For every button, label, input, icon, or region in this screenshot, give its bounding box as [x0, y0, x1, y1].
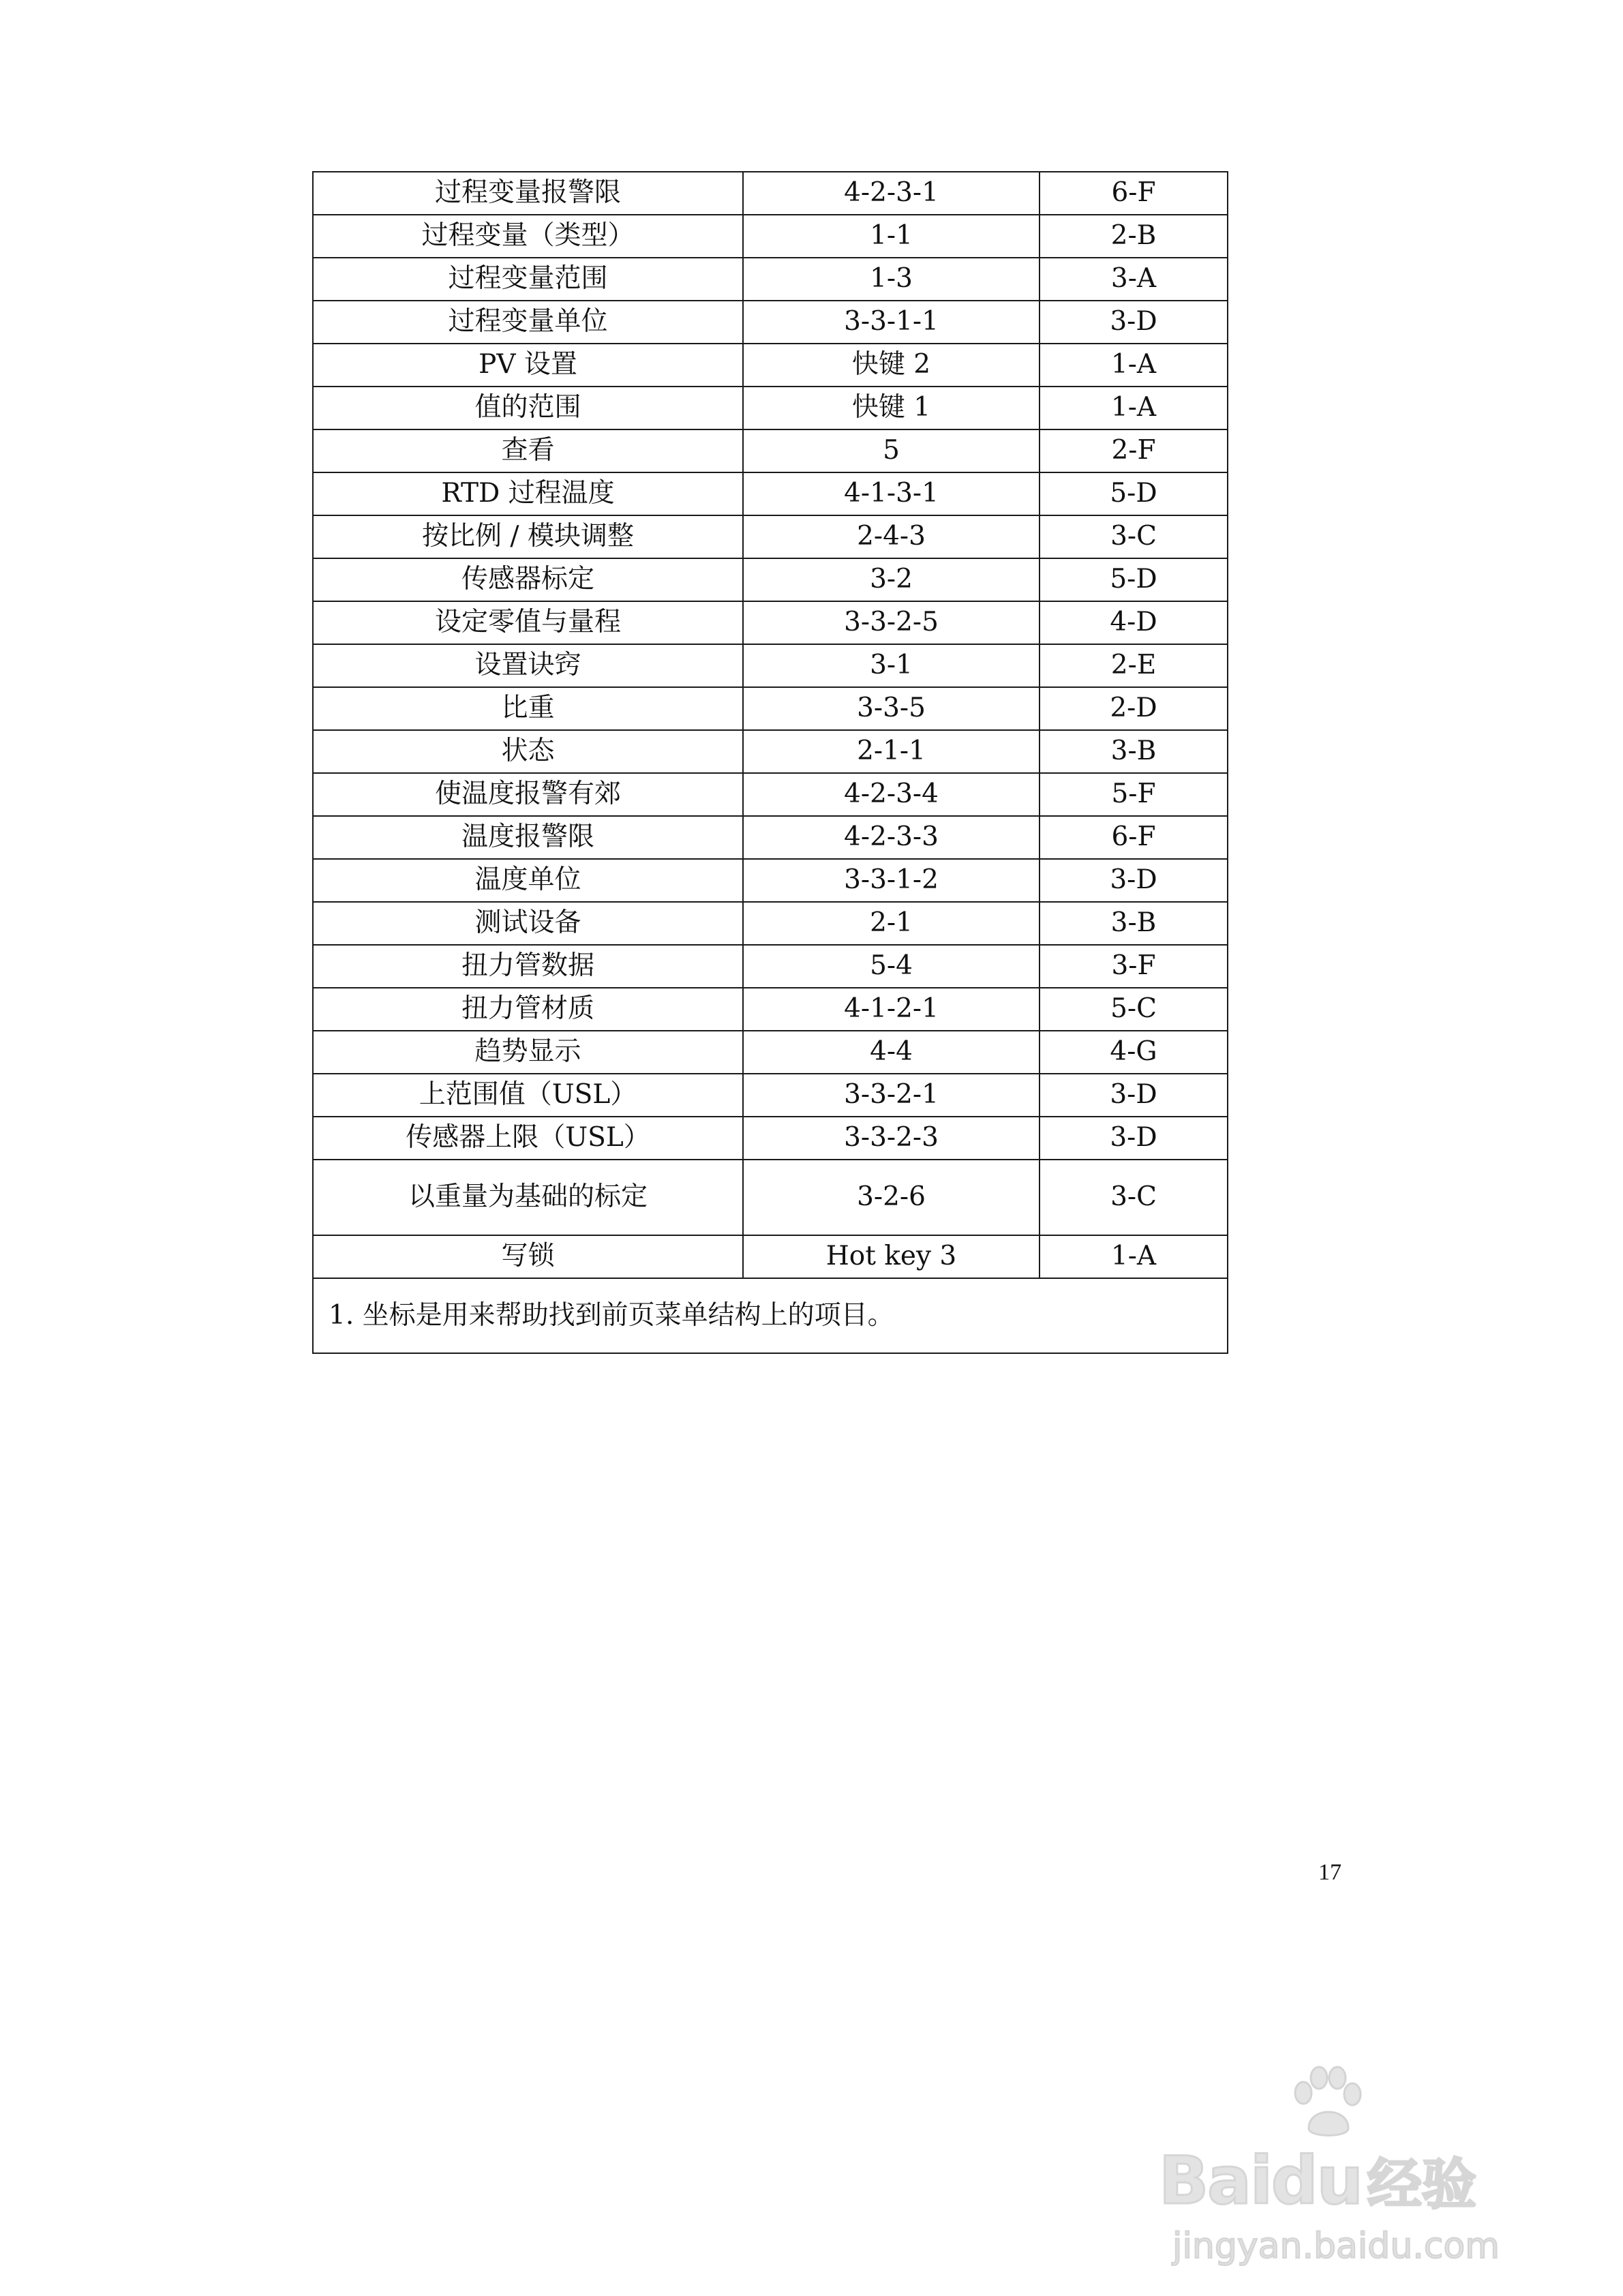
coordinate-cell: 1-A — [1040, 1235, 1228, 1278]
function-cell: 值的范围 — [313, 387, 743, 429]
table-row — [313, 945, 1228, 988]
sequence-cell: 快键 2 — [743, 344, 1040, 387]
function-cell: 按比例 / 模块调整 — [313, 515, 743, 558]
table-row — [313, 215, 1228, 258]
coordinate-cell: 3-C — [1040, 1160, 1228, 1235]
function-cell: 趋势显示 — [313, 1031, 743, 1074]
function-cell: 使温度报警有郊 — [313, 773, 743, 816]
sequence-cell: 3-2 — [743, 558, 1040, 601]
table-row — [313, 1074, 1228, 1117]
table-row — [313, 515, 1228, 558]
function-cell: 传感器标定 — [313, 558, 743, 601]
function-cell: PV 设置 — [313, 344, 743, 387]
table-row — [313, 472, 1228, 515]
coordinate-cell: 3-D — [1040, 1117, 1228, 1160]
coordinate-cell: 3-B — [1040, 902, 1228, 945]
fast-key-sequence-table — [312, 171, 1228, 1354]
baidu-jingyan-watermark — [1159, 2066, 1541, 2270]
sequence-cell: 4-1-3-1 — [743, 472, 1040, 515]
table-row — [313, 558, 1228, 601]
function-cell: 以重量为基础的标定 — [313, 1160, 743, 1235]
table-row — [313, 773, 1228, 816]
sequence-cell: 5 — [743, 429, 1040, 472]
table-row — [313, 1117, 1228, 1160]
sequence-cell: 1-3 — [743, 258, 1040, 301]
table-row — [313, 258, 1228, 301]
table-row — [313, 1235, 1228, 1278]
coordinate-cell: 4-G — [1040, 1031, 1228, 1074]
function-cell: 查看 — [313, 429, 743, 472]
table-row — [313, 1160, 1228, 1235]
table-row — [313, 730, 1228, 773]
paw-logo-icon — [1288, 2066, 1363, 2141]
coordinate-cell: 3-B — [1040, 730, 1228, 773]
coordinate-cell: 3-F — [1040, 945, 1228, 988]
watermark-url: jingyan.baidu.com — [1172, 2226, 1500, 2267]
table-row — [313, 387, 1228, 429]
sequence-cell: 2-4-3 — [743, 515, 1040, 558]
function-cell: 写锁 — [313, 1235, 743, 1278]
coordinate-cell: 2-B — [1040, 215, 1228, 258]
watermark-brand-suffix: du — [1271, 2143, 1362, 2219]
sequence-cell: 快键 1 — [743, 387, 1040, 429]
coordinate-cell: 3-A — [1040, 258, 1228, 301]
sequence-cell: 3-3-1-1 — [743, 301, 1040, 344]
sequence-cell: 3-3-5 — [743, 687, 1040, 730]
function-cell: 温度单位 — [313, 859, 743, 902]
function-cell: 上范围值（USL） — [313, 1074, 743, 1117]
function-cell: 传感器上限（USL） — [313, 1117, 743, 1160]
function-cell: 过程变量报警限 — [313, 172, 743, 215]
coordinate-cell: 3-D — [1040, 1074, 1228, 1117]
watermark-brand-text: Bai — [1159, 2143, 1271, 2219]
function-cell: 过程变量范围 — [313, 258, 743, 301]
coordinate-cell: 1-A — [1040, 387, 1228, 429]
table-footnote: 1. 坐标是用来帮助找到前页菜单结构上的项目。 — [313, 1278, 1228, 1353]
coordinate-cell: 5-F — [1040, 773, 1228, 816]
table-row — [313, 429, 1228, 472]
table-row — [313, 816, 1228, 859]
sequence-cell: 4-1-2-1 — [743, 988, 1040, 1031]
coordinate-cell: 5-D — [1040, 472, 1228, 515]
watermark-brand-cn: 经验 — [1367, 2153, 1476, 2216]
sequence-cell: 3-3-2-5 — [743, 601, 1040, 644]
sequence-cell: 1-1 — [743, 215, 1040, 258]
page-number: 17 — [1318, 1860, 1341, 1885]
coordinate-cell: 6-F — [1040, 816, 1228, 859]
sequence-cell: 2-1-1 — [743, 730, 1040, 773]
sequence-cell: 3-1 — [743, 644, 1040, 687]
coordinate-cell: 5-C — [1040, 988, 1228, 1031]
table-row — [313, 687, 1228, 730]
sequence-cell: 4-4 — [743, 1031, 1040, 1074]
table-row — [313, 988, 1228, 1031]
function-cell: 过程变量单位 — [313, 301, 743, 344]
coordinate-cell: 4-D — [1040, 601, 1228, 644]
sequence-cell: 4-2-3-4 — [743, 773, 1040, 816]
sequence-cell: 4-2-3-1 — [743, 172, 1040, 215]
coordinate-cell: 3-D — [1040, 301, 1228, 344]
function-cell: 设置诀窍 — [313, 644, 743, 687]
sequence-cell: 3-3-2-3 — [743, 1117, 1040, 1160]
function-cell: 过程变量（类型） — [313, 215, 743, 258]
coordinate-cell: 3-D — [1040, 859, 1228, 902]
coordinate-cell: 3-C — [1040, 515, 1228, 558]
footnote-row — [313, 1278, 1228, 1353]
function-cell: 状态 — [313, 730, 743, 773]
function-cell: 温度报警限 — [313, 816, 743, 859]
sequence-cell: 3-2-6 — [743, 1160, 1040, 1235]
function-cell: 扭力管材质 — [313, 988, 743, 1031]
table-row — [313, 172, 1228, 215]
table-row — [313, 1031, 1228, 1074]
sequence-cell: 3-3-1-2 — [743, 859, 1040, 902]
table-row — [313, 859, 1228, 902]
sequence-cell: 4-2-3-3 — [743, 816, 1040, 859]
sequence-cell: 5-4 — [743, 945, 1040, 988]
coordinate-cell: 5-D — [1040, 558, 1228, 601]
function-cell: 扭力管数据 — [313, 945, 743, 988]
table-row — [313, 902, 1228, 945]
table-row — [313, 301, 1228, 344]
table-row — [313, 344, 1228, 387]
sequence-cell: Hot key 3 — [743, 1235, 1040, 1278]
coordinate-cell: 1-A — [1040, 344, 1228, 387]
table-row — [313, 644, 1228, 687]
function-cell: 设定零值与量程 — [313, 601, 743, 644]
coordinate-cell: 2-D — [1040, 687, 1228, 730]
coordinate-cell: 2-E — [1040, 644, 1228, 687]
coordinate-cell: 6-F — [1040, 172, 1228, 215]
function-cell: 测试设备 — [313, 902, 743, 945]
watermark-brand — [1159, 2141, 1476, 2219]
function-cell: RTD 过程温度 — [313, 472, 743, 515]
sequence-cell: 3-3-2-1 — [743, 1074, 1040, 1117]
sequence-cell: 2-1 — [743, 902, 1040, 945]
table-row — [313, 601, 1228, 644]
coordinate-cell: 2-F — [1040, 429, 1228, 472]
function-cell: 比重 — [313, 687, 743, 730]
